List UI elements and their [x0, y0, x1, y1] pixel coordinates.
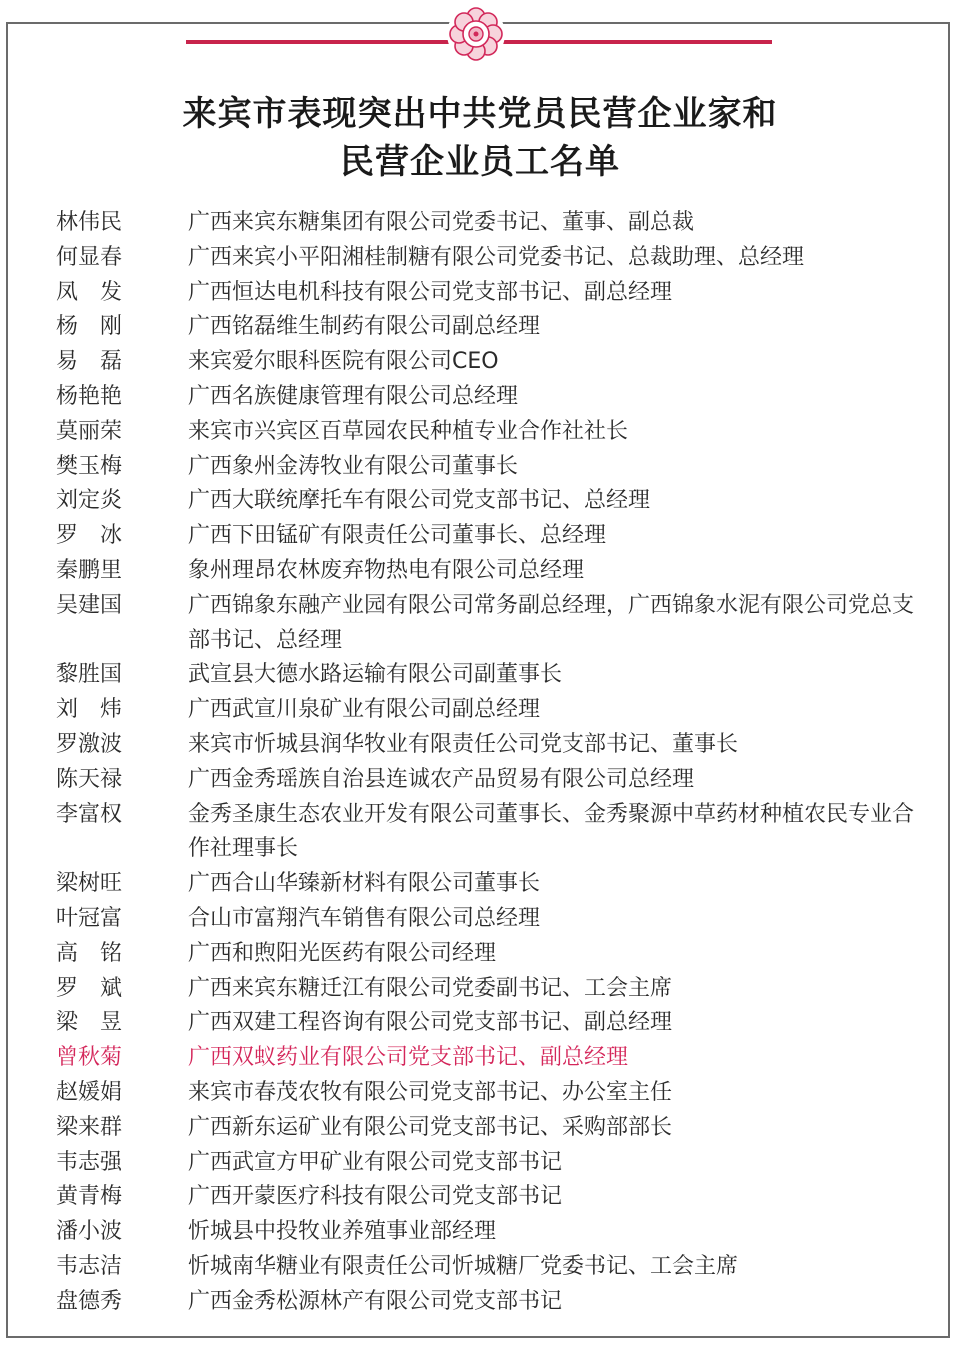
list-item	[56, 1215, 926, 1250]
list-item	[56, 450, 926, 485]
person-position: 广西双蚁药业有限公司党支部书记、副总经理	[188, 1045, 629, 1071]
list-item	[56, 867, 926, 902]
list-item	[56, 1006, 926, 1041]
person-name: 罗 斌	[56, 975, 123, 1001]
list-item	[56, 589, 926, 659]
person-position: 广西来宾东糖集团有限公司党委书记、董事、副总裁	[188, 210, 695, 235]
person-position: 广西名族健康管理有限公司总经理	[188, 383, 519, 409]
person-position: 广西武宣川泉矿业有限公司副总经理	[188, 697, 541, 723]
person-name: 潘小波	[56, 1219, 123, 1245]
person-position: 广西象州金涛牧业有限公司董事长	[188, 453, 519, 479]
person-name: 梁来群	[56, 1114, 123, 1140]
list-item	[56, 241, 926, 276]
person-position: 广西下田锰矿有限责任公司董事长、总经理	[188, 523, 607, 549]
person-name: 陈天禄	[56, 766, 123, 792]
page-title-line-1: 来宾市表现突出中共党员民营企业家和	[182, 94, 778, 134]
person-name: 莫丽荣	[56, 418, 123, 444]
person-position: 广西合山华臻新材料有限公司董事长	[188, 871, 541, 897]
person-name: 樊玉梅	[56, 453, 123, 479]
person-position: 广西开蒙医疗科技有限公司党支部书记	[188, 1184, 563, 1210]
list-item	[56, 310, 926, 345]
list-item	[56, 1285, 926, 1320]
person-position: 广西来宾东糖迁江有限公司党委副书记、工会主席	[188, 975, 673, 1001]
list-item	[56, 902, 926, 937]
person-name: 吴建国	[56, 592, 123, 618]
person-name: 罗激波	[56, 731, 123, 757]
name-list	[56, 206, 926, 1320]
person-name: 黄青梅	[56, 1184, 123, 1210]
list-item	[56, 206, 926, 241]
person-name: 梁 昱	[56, 1010, 123, 1036]
list-item	[56, 415, 926, 450]
person-position: 象州理昂农林废弃物热电有限公司总经理	[188, 557, 585, 583]
list-item	[56, 1111, 926, 1146]
person-name: 何显春	[56, 244, 123, 270]
person-position: 来宾市兴宾区百草园农民种植专业合作社社长	[188, 418, 629, 444]
person-position: 广西和煦阳光医药有限公司经理	[188, 940, 497, 966]
person-position: 武宣县大德水路运输有限公司副董事长	[188, 662, 563, 688]
list-item	[56, 937, 926, 972]
person-name: 黎胜国	[56, 662, 123, 688]
person-position: 来宾市春茂农牧有限公司党支部书记、办公室主任	[188, 1079, 673, 1105]
list-item	[56, 728, 926, 763]
list-item	[56, 484, 926, 519]
list-item	[56, 1180, 926, 1215]
person-name: 罗 冰	[56, 523, 123, 549]
person-position: 广西金秀瑶族自治县连诚农产品贸易有限公司总经理	[188, 766, 695, 792]
person-name: 叶冠富	[56, 905, 123, 931]
person-name: 易 磊	[56, 349, 123, 375]
person-name: 刘 炜	[56, 697, 123, 723]
person-name: 杨艳艳	[56, 383, 123, 409]
person-name: 梁树旺	[56, 871, 123, 897]
person-name: 刘定炎	[56, 488, 123, 514]
list-item	[56, 693, 926, 728]
list-item	[56, 763, 926, 798]
person-name: 韦志洁	[56, 1253, 123, 1279]
person-name: 韦志强	[56, 1149, 123, 1175]
person-name: 曾秋菊	[56, 1045, 123, 1071]
list-item	[56, 972, 926, 1007]
list-item	[56, 1250, 926, 1285]
list-item	[56, 1076, 926, 1111]
person-position: 金秀圣康生态农业开发有限公司董事长、金秀聚源中草药材种植农民专业合作社理事长	[188, 801, 915, 862]
list-item	[56, 798, 926, 868]
list-item	[56, 345, 926, 380]
list-item	[56, 1146, 926, 1181]
list-item	[56, 554, 926, 589]
person-name: 杨 刚	[56, 314, 123, 340]
person-position: 广西来宾小平阳湘桂制糖有限公司党委书记、总裁助理、总经理	[188, 244, 805, 270]
list-item	[56, 519, 926, 554]
list-item	[56, 1041, 926, 1076]
person-name: 李富权	[56, 801, 123, 827]
person-position: 来宾爱尔眼科医院有限公司CEO	[188, 349, 499, 375]
person-position: 合山市富翔汽车销售有限公司总经理	[188, 905, 541, 931]
page-title-line-2: 民营企业员工名单	[340, 142, 620, 182]
person-name: 高 铭	[56, 940, 123, 966]
person-position: 忻城南华糖业有限责任公司忻城糖厂党委书记、工会主席	[188, 1253, 739, 1279]
list-item	[56, 658, 926, 693]
list-item	[56, 276, 926, 311]
person-name: 秦鹏里	[56, 557, 123, 583]
list-item	[56, 380, 926, 415]
person-position: 广西武宣方甲矿业有限公司党支部书记	[188, 1149, 563, 1175]
person-position: 广西新东运矿业有限公司党支部书记、采购部部长	[188, 1114, 673, 1140]
person-position: 广西恒达电机科技有限公司党支部书记、副总经理	[188, 279, 673, 305]
person-name: 林伟民	[56, 210, 123, 235]
person-position: 广西金秀松源林产有限公司党支部书记	[188, 1288, 563, 1314]
person-position: 广西铭磊维生制药有限公司副总经理	[188, 314, 541, 340]
flower-emblem-icon	[446, 4, 506, 64]
person-position: 广西大联统摩托车有限公司党支部书记、总经理	[188, 488, 651, 514]
person-name: 凤 发	[56, 279, 123, 305]
person-name: 盘德秀	[56, 1288, 123, 1314]
person-position: 广西锦象东融产业园有限公司常务副总经理，广西锦象水泥有限公司党总支部书记、总经理	[188, 592, 915, 653]
person-position: 来宾市忻城县润华牧业有限责任公司党支部书记、董事长	[188, 731, 739, 757]
person-name: 赵媛娟	[56, 1079, 123, 1105]
person-position: 忻城县中投牧业养殖事业部经理	[188, 1219, 497, 1245]
person-position: 广西双建工程咨询有限公司党支部书记、副总经理	[188, 1010, 673, 1036]
